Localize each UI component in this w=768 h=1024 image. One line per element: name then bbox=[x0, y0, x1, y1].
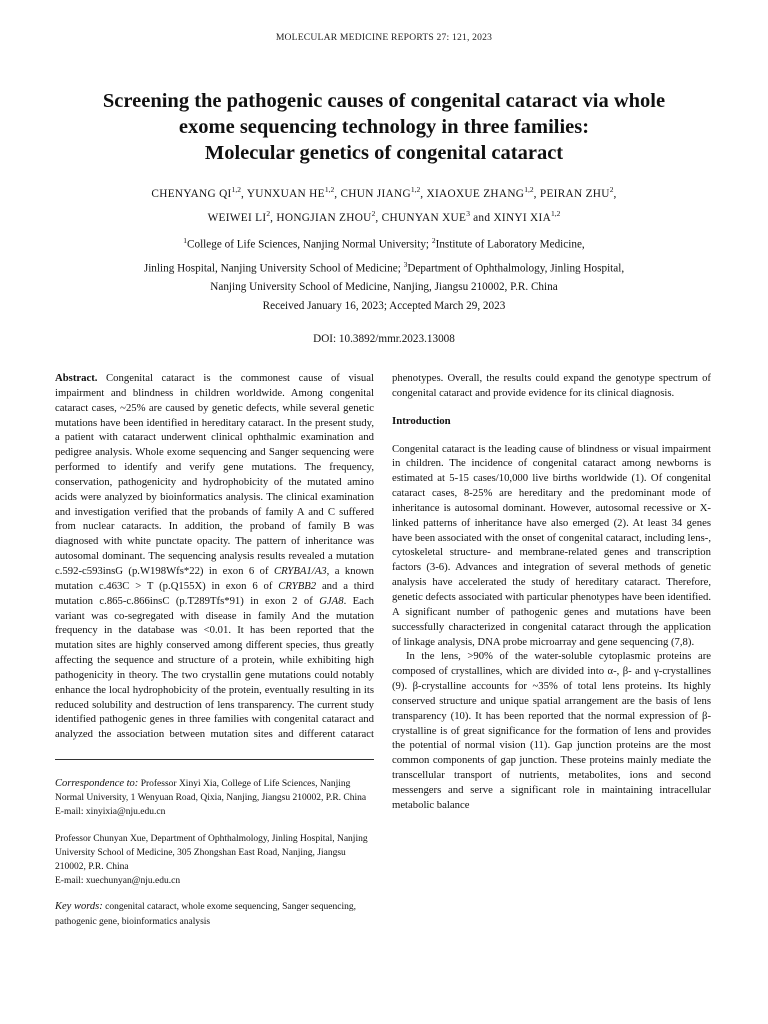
received-dates: Received January 16, 2023; Accepted March 29, 2023 bbox=[262, 300, 506, 312]
author: XIAOXUE ZHANG$^{1,2}$, bbox=[426, 185, 537, 200]
footnotes bbox=[55, 777, 374, 941]
affiliations: $^1$College of Life Sciences, Nanjing Normal University; $^2$Institute of Laboratory Medicine, Jinling Hospital, Nanjing University School of Medicine; $^3$Department of Ophthalmology, Jinling Hospital, Nanjing University School of Medicine, Nanjing, Jiangsu 210002, P.R. China bbox=[143, 236, 625, 294]
author: XINYI XIA$^{1,2}$ bbox=[493, 208, 561, 224]
email-link[interactable]: E-mail: xuechunyan@nju.edu.cn bbox=[55, 876, 181, 887]
correspondence-2: Professor Chunyan Xue, Department of Ophthalmology, Jinling Hospital, Nanjing University School of Medicine, 305 Zhongshan East Road, Nanjing, Jiangsu 210002, P.R. China E-mail: xuechunyan@nju.edu.cn bbox=[55, 833, 368, 887]
abstract-text-continued: phenotypes. Overall, the results could expand the genotype spectrum of congenital cataract and provide evidence for its clinical diagnosis. bbox=[392, 372, 711, 399]
keywords: Key words: congenital cataract, whole exome sequencing, Sanger sequencing, pathogenic gene, bioinformatics analysis bbox=[55, 901, 356, 927]
correspondence-1: Correspondence to: Professor Xinyi Xia, College of Life Sciences, Nanjing Normal University, 1 Wenyuan Road, Qixia, Nanjing, Jiangsu 210002, P.R. China E-mail: xinyixia@nju.edu.cn bbox=[55, 778, 367, 818]
left-column bbox=[55, 371, 374, 742]
author-list bbox=[60, 180, 708, 228]
title-line-2: exome sequencing technology in three families: bbox=[178, 116, 590, 138]
author: YUNXUAN HE$^{1,2}$, bbox=[246, 185, 338, 200]
title-line-1: Screening the pathogenic causes of congenital cataract via whole bbox=[102, 90, 666, 112]
title-line-3: Molecular genetics of congenital cataract bbox=[204, 142, 564, 164]
doi[interactable]: DOI: 10.3892/mmr.2023.13008 bbox=[313, 333, 455, 345]
intro-paragraph-1: Congenital cataract is the leading cause of blindness or visual impairment in children. The incidence of congenital cataract among newborns is estimated at 5-15 cases/10,000 live births worldwide (1). Of congenital cataract cases, 8-25% are hereditary and the predominant mode of inheritance is autosomal dominant. However, autosomal recessive or X-linked patterns of inheritance have also emerged (2). At least 34 genes have been associated with the onset of congenital cataract, including lens-, cytoskeletal structure- and membrane-related genes and transcription factors (3-6). Advances and integration of several methods of genetic analysis have accelerated the study of hereditary cataract. Therefore, genetic defects associated with particular phenotypes have been identified. A significant number of pathogenic genes and mutations have been successfully characterized in congenital cataract through the application of linkage analysis, DNA probe microarray and gene sequencing (7,8). bbox=[392, 442, 712, 648]
section-heading-introduction: Introduction bbox=[392, 414, 451, 427]
footnote-divider bbox=[55, 759, 374, 760]
email-link[interactable]: E-mail: xinyixia@nju.edu.cn bbox=[55, 807, 166, 818]
author: PEIRAN ZHU$^2$, bbox=[539, 185, 617, 200]
paper-title bbox=[40, 88, 728, 166]
right-column bbox=[392, 371, 711, 813]
author: WEIWEI $LI^2$, bbox=[207, 208, 274, 224]
author: CHENYANG QI$^{1,2}$, bbox=[151, 185, 245, 200]
running-head: MOLECULAR MEDICINE REPORTS 27: 121, 2023 bbox=[275, 32, 493, 43]
abstract-text: Abstract. Congenital cataract is the commonest cause of visual impairment and blindness in children worldwide. Among congenital cataract cases, ~25% are caused by genetic defects, while several genetic mutations have been identified in hereditary cataract. In the present study, a patient with cataract underwent clinical ophthalmic examination and pedigree analysis. Whole exome sequencing and Sanger sequencing were performed to identify and verify gene mutations. The frequency, conservation, pathogenicity and hydrophobicity of the mutated amino acids were analyzed by bioinformatics analysis. The clinical examination and investigation verified that the probands of family A and C suffered from nuclear cataracts. In addition, the proband of family B was diagnosed with white punctate opacity. The pattern of inheritance was autosomal dominant. The sequencing analysis results revealed a mutation c.592-c593insG (p.W198Wfs*22) in exon 6 of CRYBA1/A3, a known mutation c.463C > T (p.Q155X) in exon 6 of CRYBB2 and a third mutation c.865-c.866insC (p.T289Tfs*91) in exon 2 of GJA8. Each variant was co-segregated with disease in family And the mutation frequency in the database was <0.01. It has been reported that the mutation sites are highly conserved among different species, thus greatly affecting the sequence and structure of a protein, while exhibiting high pathogenicity in theory. The two crystallin gene mutations could notably enhance the local hydrophobicity of the protein, eventually resulting in its reduced solubility and destruction of lens transparency. The current study identified pathogenic genes in three families with congenital cataract and analyzed the association between mutation sites and different cataract bbox=[55, 372, 375, 741]
intro-paragraph-2: In the lens, >90% of the water-soluble cytoplasmic proteins are composed of crystallines, which are divided into α-, β- and γ-crystallines (9). β-crystalline accounts for ~35% of total lens proteins. Its highly conserved structure and unique spatial arrangement are the basis of lens transparency (10). It has been reported that the normal expression of β-crystalline is of great significance for the formation of lens and provides the potential of normal vision (11). Gap junction proteins are the most common components of gap junction. These proteins mainly mediate the transcellular transport of nutrients, metabolites, ions and second messengers and serve a significant role in maintaining intracellular metabolic balance bbox=[392, 650, 711, 811]
author: CHUNYAN XUE$^3$ bbox=[381, 208, 470, 224]
author-conjunction: and bbox=[473, 211, 491, 224]
author: HONGJIAN ZHOU$^2$, bbox=[276, 208, 379, 224]
author: CHUN JIANG$^{1,2}$, bbox=[340, 185, 424, 200]
